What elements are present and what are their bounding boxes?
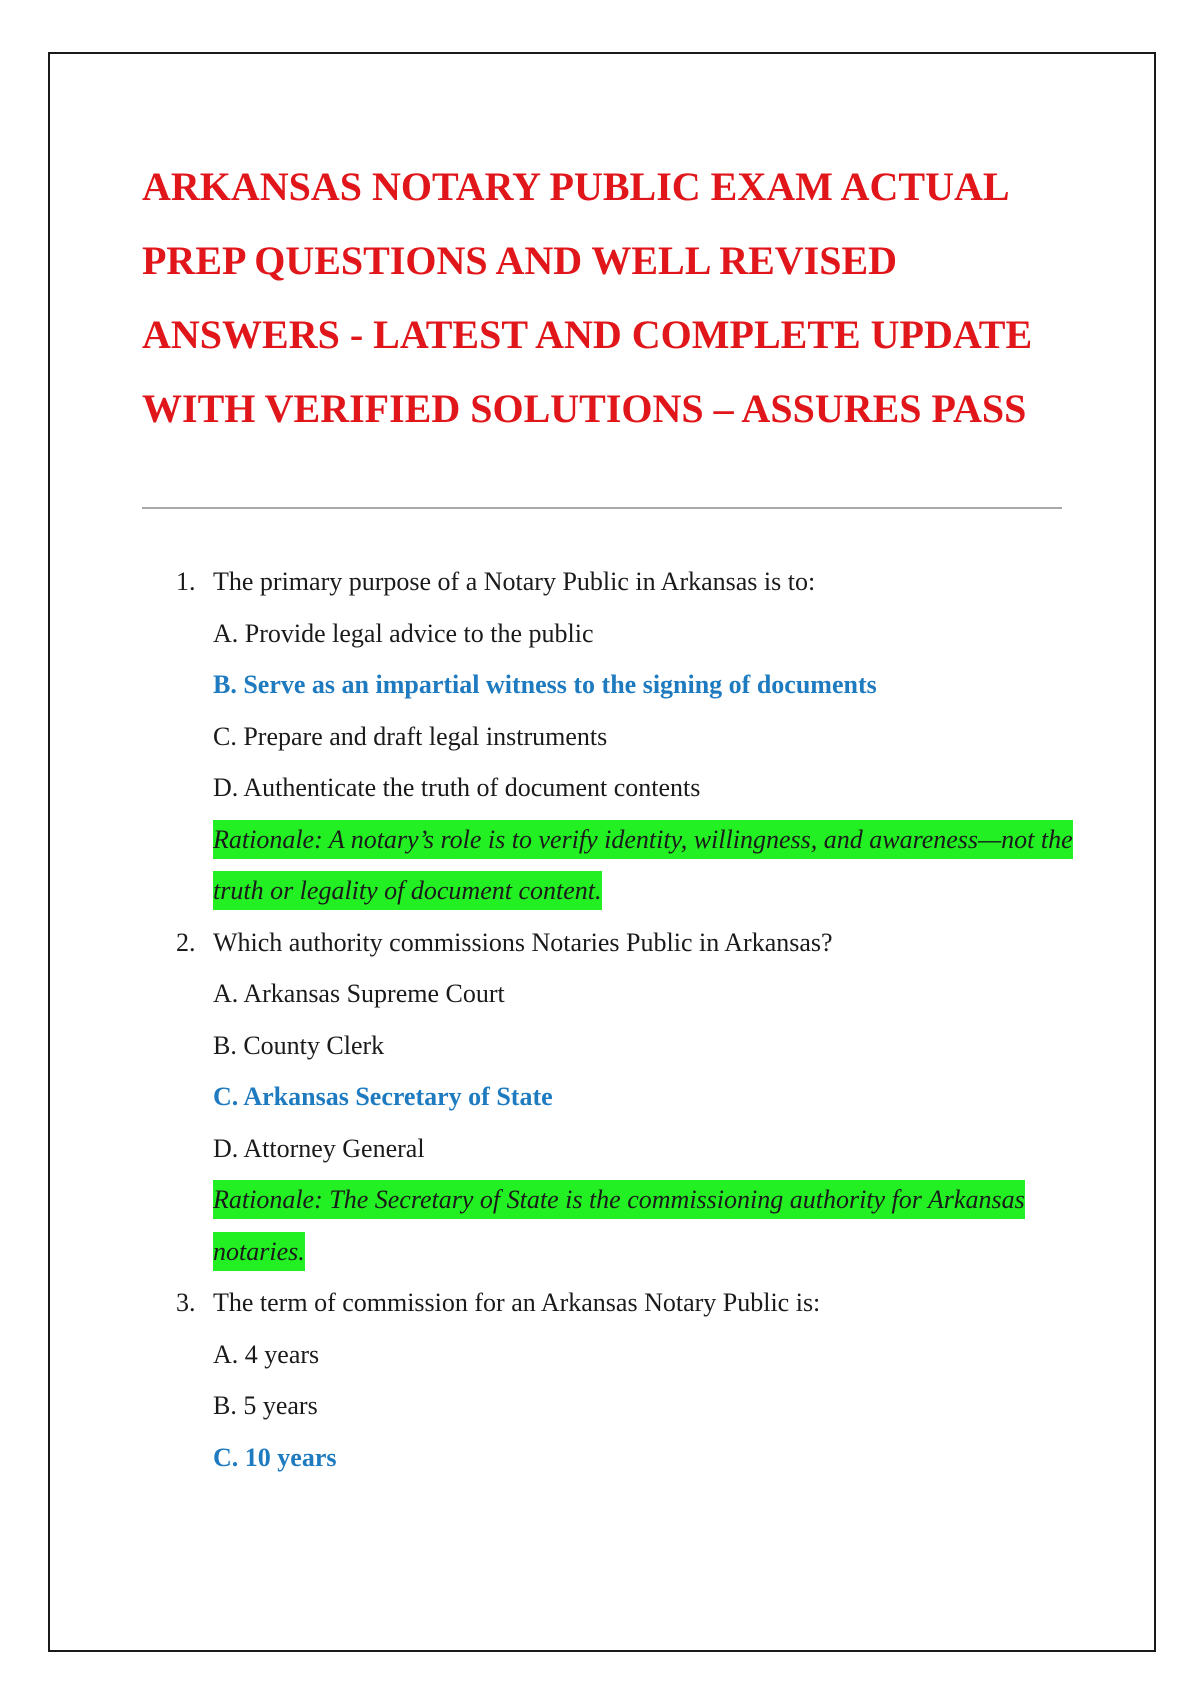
question-number: 3. — [176, 1288, 196, 1317]
question-stem — [0, 556, 1200, 608]
title-line: PREP QUESTIONS AND WELL REVISED — [142, 238, 898, 283]
question-text: The term of commission for an Arkansas Notary Public is: — [213, 1288, 821, 1317]
document-title — [142, 150, 1072, 446]
question-3 — [0, 1277, 1200, 1483]
question-number: 1. — [176, 567, 196, 596]
question-stem — [0, 1277, 1200, 1329]
title-line: ANSWERS - LATEST AND COMPLETE UPDATE — [142, 312, 1033, 357]
answer-option-a: A. Provide legal advice to the public — [213, 618, 594, 648]
answer-option-c: C. Prepare and draft legal instruments — [213, 721, 608, 751]
answer-option-c-correct: C. 10 years — [213, 1442, 337, 1472]
answer-option-c-correct: C. Arkansas Secretary of State — [213, 1082, 553, 1111]
title-line: WITH VERIFIED SOLUTIONS – ASSURES PASS — [142, 386, 1027, 431]
question-text: The primary purpose of a Notary Public in Arkansas is to: — [213, 567, 816, 596]
answer-option-d: D. Attorney General — [213, 1133, 425, 1163]
question-2 — [0, 917, 1200, 1278]
question-text: Which authority commissions Notaries Public in Arkansas? — [213, 927, 833, 957]
title-divider — [142, 507, 1062, 509]
question-1 — [0, 556, 1200, 917]
question-number: 2. — [176, 927, 196, 957]
rationale-text: Rationale: A notary’s role is to verify identity, willingness, and awareness—not the truth or legality of document content. — [213, 820, 1073, 911]
answer-option-b: B. County Clerk — [213, 1030, 385, 1060]
answer-option-b: B. 5 years — [213, 1391, 318, 1420]
answer-option-d: D. Authenticate the truth of document contents — [213, 773, 701, 802]
question-stem — [0, 917, 1200, 969]
answer-option-a: A. Arkansas Supreme Court — [213, 979, 505, 1008]
answer-option-a: A. 4 years — [213, 1339, 320, 1369]
answer-option-b-correct: B. Serve as an impartial witness to the signing of documents — [213, 670, 877, 699]
question-list — [0, 556, 1200, 1483]
title-line: ARKANSAS NOTARY PUBLIC EXAM ACTUAL — [142, 164, 1010, 209]
rationale — [0, 814, 1073, 917]
rationale — [0, 1174, 1073, 1277]
rationale-text: Rationale: The Secretary of State is the commissioning authority for Arkansas notaries. — [213, 1180, 1025, 1271]
